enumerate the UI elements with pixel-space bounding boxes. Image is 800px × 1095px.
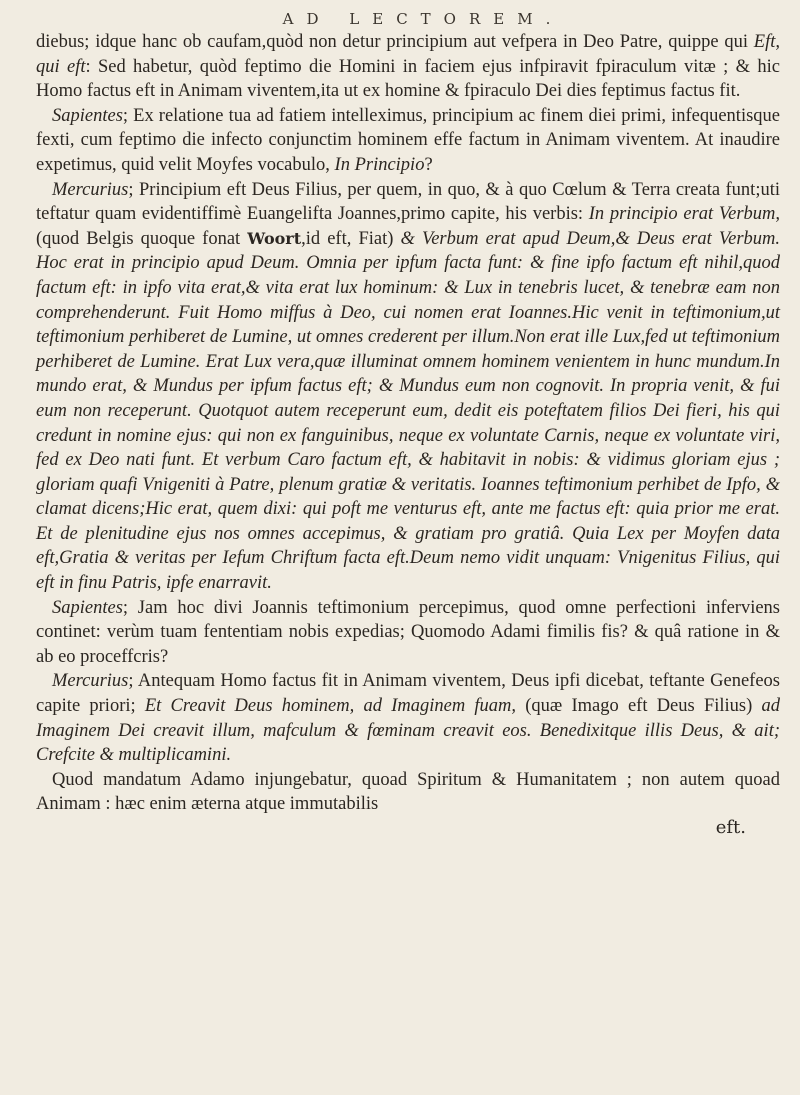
body-text (36, 30, 780, 817)
roman-text: : Sed habetur, quòd feptimo die Homini in faciem ejus infpiravit fpiraculum vitæ ; & hic Homo factus eft in Animam viventem,ita ut ex homine & fpiraculo Dei dies feptimus factus fit. (36, 56, 780, 102)
paragraph (36, 104, 780, 178)
blackletter-word: Woort (247, 228, 302, 248)
paragraph (36, 669, 780, 767)
roman-text: ,id eft, Fiat) (301, 228, 401, 249)
italic-text: Mercurius (52, 179, 129, 200)
italic-text: Sapientes (52, 105, 123, 126)
paragraph (36, 768, 780, 817)
italic-text: In principio erat Verbum, (588, 204, 781, 225)
roman-text: ; Jam hoc divi Joannis teftimonium percepimus, quod omne perfectioni inferviens continet: verùm tuam fententiam nobis expedias; Quomodo Adami fimilis fis? & quâ ratione in & ab eo proceffcris? (36, 597, 780, 667)
roman-text: ; Ex relatione tua ad fatiem intelleximus, principium ac finem diei primi, infequentisque fexti, cum feptimo die infecto conjunctim hominem effe factum in Animam viventem. At inaudire expetimus, quid velit Moyfes vocabulo, (36, 105, 780, 175)
roman-text: (quæ Imago eft Deus Filius) (516, 696, 762, 717)
italic-text: ad Imaginem Dei creavit illum, mafculum & fœminam creavit eos. Benedixitque illis Deus, & ait; Crefcite & multiplicamini. (36, 696, 780, 766)
italic-text: Sapientes (52, 597, 123, 618)
roman-text: ; Principium eft Deus Filius, per quem, in quo, & à quo Cœlum & Terra creata funt;uti teftatur quam evidentiffimè Euangelifta Joannes,primo capite, his verbis: (36, 179, 780, 225)
roman-text: Quod mandatum Adamo injungebatur, quoad Spiritum & Humanitatem ; non autem quoad Animam : hæc enim æterna atque immutabilis (36, 769, 780, 815)
italic-text: In Principio (334, 154, 425, 175)
italic-text: Et Creavit Deus hominem, ad Imaginem fuam, (144, 696, 517, 717)
paragraph (36, 30, 780, 104)
paragraph (36, 178, 780, 596)
roman-text: diebus; idque hanc ob caufam,quòd non detur principium aut vefpera in Deo Patre, quippe qui (36, 32, 754, 52)
paragraph (36, 596, 780, 670)
catchword: eft. (715, 817, 746, 838)
roman-text: ; Antequam Homo factus fit in Animam viventem, Deus ipfi dicebat, teftante Genefeos capite priori; (36, 671, 780, 717)
italic-text: Mercurius (52, 671, 129, 692)
roman-text: ? (424, 154, 433, 175)
roman-text: (quod Belgis quoque fonat (36, 228, 248, 249)
italic-text: & Verbum erat apud Deum,& Deus erat Verbum. Hoc erat in principio apud Deum. Omnia per ipfum facta funt: & fine ipfo factum eft nihil,quod factum eft: in ipfo vita erat,& vita erat lux hominum: & Lux in tenebris lucet, & tenebræ eam non comprehenderunt. Fuit Homo miffus à Deo, cui nomen erat Ioannes.Hic venit in teftimonium,ut teftimonium perhiberet de Lumine, ut omnes crederent per illum.Non erat ille Lux,fed ut teftimonium perhiberet de Lumine. Erat Lux vera,quæ illuminat omnem hominem venientem in hunc mundum.In mundo erat, & Mundus per ipfum factus eft; & Mundus eum non cognovit. In propria venit, & fui eum non receperunt. Quotquot autem receperunt eum, dedit eis poteftatem filios Dei fieri, his qui credunt in nomine ejus: qui non ex fanguinibus, neque ex voluntate Carnis, neque ex voluntate viri, fed ex Deo nati funt. Et verbum Caro factum eft, & habitavit in nobis: & vidimus gloriam ejus ; gloriam quafi Vnigeniti à Patre, plenum gratiæ & veritatis. Ioannes teftimonium perhibet de Ipfo, & clamat dicens;Hic erat, quem dixi: qui poft me venturus eft, ante me factus eft: quia prior me erat. Et de plenitudine ejus nos omnes accepimus, & gratiam pro gratiâ. Quia Lex per Moyfen data eft,Gratia & veritas per Iefum Chriftum facta eft.Deum nemo vidit unquam: Vnigenitus Filius, qui eft in finu Patris, ipfe enarravit. (36, 228, 780, 594)
italic-text: Eft, qui eft (36, 32, 780, 77)
running-header: AD LECTOREM. (282, 10, 564, 28)
